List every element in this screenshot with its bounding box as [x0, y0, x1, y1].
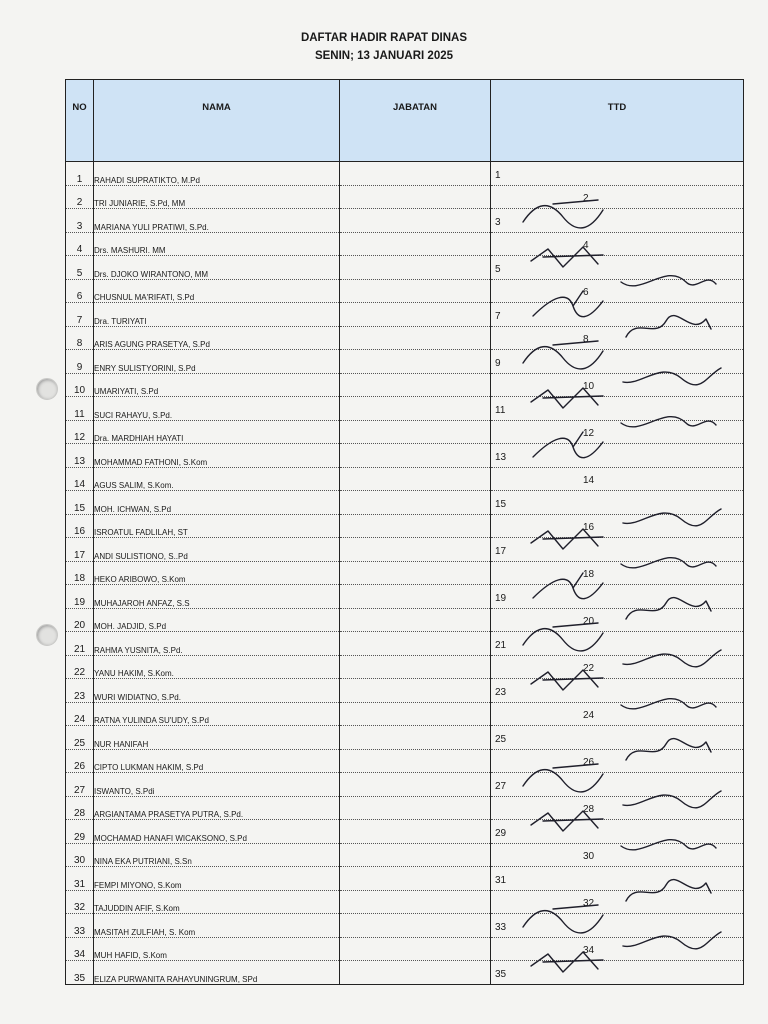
row-jabatan — [340, 726, 491, 750]
row-jabatan — [340, 209, 491, 233]
row-jabatan — [340, 773, 491, 797]
row-signature-cell — [491, 773, 744, 797]
row-signature-cell — [491, 867, 744, 891]
row-number: 24 — [66, 702, 94, 726]
signature-number: 34 — [583, 945, 595, 956]
row-jabatan — [340, 232, 491, 256]
row-name: FEMPI MIYONO, S.Kom — [94, 867, 340, 891]
row-jabatan — [340, 491, 491, 515]
table-row — [66, 303, 744, 327]
signature-number: 30 — [583, 851, 595, 862]
signature-number: 9 — [495, 357, 501, 369]
row-name: TAJUDDIN AFIF, S.Kom — [94, 890, 340, 914]
signature-number: 5 — [495, 263, 501, 275]
row-jabatan — [340, 867, 491, 891]
row-jabatan — [340, 185, 491, 209]
row-jabatan — [340, 561, 491, 585]
row-signature-cell — [491, 444, 744, 468]
row-name: RAHMA YUSNITA, S.Pd. — [94, 632, 340, 656]
signature-number: 31 — [495, 874, 507, 886]
row-jabatan — [340, 796, 491, 820]
signature-number: 1 — [495, 169, 501, 181]
table-row — [66, 843, 744, 867]
table-row — [66, 350, 744, 374]
row-name: ELIZA PURWANITA RAHAYUNINGRUM, SPd — [94, 961, 340, 985]
row-signature-cell — [491, 937, 744, 961]
document-date: SENIN; 13 JANUARI 2025 — [314, 50, 454, 62]
row-name: MASITAH ZULFIAH, S. Kom — [94, 914, 340, 938]
row-signature-cell — [491, 843, 744, 867]
row-number: 7 — [66, 303, 94, 327]
table-row — [66, 279, 744, 303]
row-signature-cell — [491, 820, 744, 844]
table-row — [66, 444, 744, 468]
row-signature-cell — [491, 561, 744, 585]
row-signature-cell — [491, 726, 744, 750]
table-row — [66, 961, 744, 985]
row-number: 31 — [66, 867, 94, 891]
row-number: 11 — [66, 397, 94, 421]
signature-number: 27 — [495, 780, 507, 792]
signature-number: 21 — [495, 639, 507, 651]
row-name: MOCHAMAD HANAFI WICAKSONO, S.Pd — [94, 820, 340, 844]
row-number: 5 — [66, 256, 94, 280]
row-name: CIPTO LUKMAN HAKIM, S.Pd — [94, 749, 340, 773]
table-row — [66, 420, 744, 444]
row-signature-cell — [491, 209, 744, 233]
row-jabatan — [340, 279, 491, 303]
row-number: 21 — [66, 632, 94, 656]
row-number: 4 — [66, 232, 94, 256]
row-signature-cell — [491, 256, 744, 280]
row-signature-cell — [491, 796, 744, 820]
signature-number: 33 — [495, 921, 507, 933]
row-name: MOH. ICHWAN, S.Pd — [94, 491, 340, 515]
row-signature-cell — [491, 467, 744, 491]
signature-number: 11 — [495, 404, 506, 416]
row-jabatan — [340, 256, 491, 280]
row-jabatan — [340, 326, 491, 350]
row-number: 13 — [66, 444, 94, 468]
signature-number: 4 — [583, 240, 589, 251]
row-signature-cell — [491, 961, 744, 985]
table-row — [66, 467, 744, 491]
row-number: 2 — [66, 185, 94, 209]
signature-number: 32 — [583, 898, 595, 909]
signature-number: 16 — [583, 522, 595, 533]
row-signature-cell — [491, 232, 744, 256]
row-name: UMARIYATI, S.Pd — [94, 373, 340, 397]
row-name: MOHAMMAD FATHONI, S.Kom — [94, 444, 340, 468]
table-row — [66, 937, 744, 961]
row-name: NUR HANIFAH — [94, 726, 340, 750]
table-row — [66, 538, 744, 562]
row-jabatan — [340, 420, 491, 444]
row-name: YANU HAKIM, S.Kom. — [94, 655, 340, 679]
row-jabatan — [340, 937, 491, 961]
row-number: 10 — [66, 373, 94, 397]
signature-number: 23 — [495, 686, 507, 698]
row-jabatan — [340, 843, 491, 867]
table-row — [66, 820, 744, 844]
row-number: 17 — [66, 538, 94, 562]
signature-number: 18 — [583, 569, 595, 580]
signature-number: 10 — [583, 381, 595, 392]
row-number: 28 — [66, 796, 94, 820]
header-nama: NAMA — [94, 80, 340, 162]
row-jabatan — [340, 914, 491, 938]
signature-number: 13 — [495, 451, 507, 463]
row-signature-cell — [491, 702, 744, 726]
row-number: 9 — [66, 350, 94, 374]
row-name: CHUSNUL MA'RIFATI, S.Pd — [94, 279, 340, 303]
row-name: Drs. DJOKO WIRANTONO, MM — [94, 256, 340, 280]
table-row — [66, 256, 744, 280]
table-row — [66, 561, 744, 585]
row-jabatan — [340, 303, 491, 327]
row-jabatan — [340, 890, 491, 914]
signature-number: 22 — [583, 663, 595, 674]
row-signature-cell — [491, 162, 744, 186]
signature-number: 17 — [495, 545, 507, 557]
signature-number: 3 — [495, 216, 501, 228]
row-number: 34 — [66, 937, 94, 961]
row-name: MUH HAFID, S.Kom — [94, 937, 340, 961]
row-name: Drs. MASHURI. MM — [94, 232, 340, 256]
row-signature-cell — [491, 185, 744, 209]
punch-hole-bottom — [36, 624, 58, 646]
row-number: 19 — [66, 585, 94, 609]
row-jabatan — [340, 397, 491, 421]
row-name: ISROATUL FADLILAH, ST — [94, 514, 340, 538]
row-number: 14 — [66, 467, 94, 491]
row-jabatan — [340, 702, 491, 726]
row-number: 8 — [66, 326, 94, 350]
row-number: 18 — [66, 561, 94, 585]
table-row — [66, 890, 744, 914]
row-name: MOH. JADJID, S.Pd — [94, 608, 340, 632]
table-row — [66, 702, 744, 726]
row-jabatan — [340, 514, 491, 538]
row-signature-cell — [491, 326, 744, 350]
row-signature-cell — [491, 491, 744, 515]
row-signature-cell — [491, 514, 744, 538]
table-row — [66, 185, 744, 209]
attendance-table — [65, 79, 744, 985]
row-signature-cell — [491, 420, 744, 444]
table-row — [66, 162, 744, 186]
row-jabatan — [340, 467, 491, 491]
row-signature-cell — [491, 914, 744, 938]
signature-number: 35 — [495, 968, 507, 980]
row-signature-cell — [491, 749, 744, 773]
row-number: 16 — [66, 514, 94, 538]
signature-number: 29 — [495, 827, 507, 839]
row-jabatan — [340, 820, 491, 844]
table-row — [66, 914, 744, 938]
row-number: 27 — [66, 773, 94, 797]
row-number: 33 — [66, 914, 94, 938]
table-row — [66, 232, 744, 256]
row-name: TRI JUNIARIE, S.Pd, MM — [94, 185, 340, 209]
signature-number: 8 — [583, 334, 589, 345]
row-jabatan — [340, 585, 491, 609]
table-row — [66, 608, 744, 632]
row-name: ARIS AGUNG PRASETYA, S.Pd — [94, 326, 340, 350]
row-name: SUCI RAHAYU, S.Pd. — [94, 397, 340, 421]
row-jabatan — [340, 538, 491, 562]
signature-number: 6 — [583, 287, 589, 298]
row-number: 30 — [66, 843, 94, 867]
table-row — [66, 749, 744, 773]
table-row — [66, 585, 744, 609]
signature-number: 19 — [495, 592, 507, 604]
row-name: MUHAJAROH ANFAZ, S.S — [94, 585, 340, 609]
header-no: NO — [66, 80, 94, 162]
row-number: 3 — [66, 209, 94, 233]
row-jabatan — [340, 749, 491, 773]
row-number: 20 — [66, 608, 94, 632]
row-signature-cell — [491, 303, 744, 327]
row-number: 25 — [66, 726, 94, 750]
row-name: RATNA YULINDA SU'UDY, S.Pd — [94, 702, 340, 726]
row-signature-cell — [491, 679, 744, 703]
document-title: DAFTAR HADIR RAPAT DINAS — [300, 32, 468, 44]
signature-number: 12 — [583, 428, 595, 439]
row-name: Dra. TURIYATI — [94, 303, 340, 327]
row-signature-cell — [491, 585, 744, 609]
row-signature-cell — [491, 279, 744, 303]
row-jabatan — [340, 608, 491, 632]
row-name: RAHADI SUPRATIKTO, M.Pd — [94, 162, 340, 186]
table-row — [66, 726, 744, 750]
row-signature-cell — [491, 632, 744, 656]
row-signature-cell — [491, 890, 744, 914]
row-jabatan — [340, 679, 491, 703]
punch-hole-top — [36, 378, 58, 400]
row-number: 22 — [66, 655, 94, 679]
signature-number: 25 — [495, 733, 507, 745]
header-jabatan: JABATAN — [340, 80, 491, 162]
table-row — [66, 867, 744, 891]
table-row — [66, 773, 744, 797]
row-number: 12 — [66, 420, 94, 444]
table-header-row — [66, 80, 744, 162]
signature-number: 7 — [495, 310, 501, 322]
table-row — [66, 679, 744, 703]
row-name: WURI WIDIATNO, S.Pd. — [94, 679, 340, 703]
row-signature-cell — [491, 655, 744, 679]
table-row — [66, 209, 744, 233]
row-signature-cell — [491, 373, 744, 397]
signature-number: 20 — [583, 616, 595, 627]
signature-number: 14 — [583, 475, 595, 486]
row-jabatan — [340, 444, 491, 468]
row-number: 23 — [66, 679, 94, 703]
signature-number: 26 — [583, 757, 595, 768]
row-number: 29 — [66, 820, 94, 844]
row-name: AGUS SALIM, S.Kom. — [94, 467, 340, 491]
table-row — [66, 326, 744, 350]
row-name: ANDI SULISTIONO, S..Pd — [94, 538, 340, 562]
row-number: 35 — [66, 961, 94, 985]
row-name: ENRY SULISTYORINI, S.Pd — [94, 350, 340, 374]
row-jabatan — [340, 632, 491, 656]
row-signature-cell — [491, 608, 744, 632]
row-jabatan — [340, 373, 491, 397]
table-row — [66, 796, 744, 820]
row-name: MARIANA YULI PRATIWI, S.Pd. — [94, 209, 340, 233]
row-jabatan — [340, 162, 491, 186]
signature-number: 24 — [583, 710, 595, 721]
row-jabatan — [340, 350, 491, 374]
row-number: 1 — [66, 162, 94, 186]
row-signature-cell — [491, 397, 744, 421]
table-row — [66, 655, 744, 679]
attendance-rows — [66, 162, 744, 985]
row-number: 15 — [66, 491, 94, 515]
row-number: 6 — [66, 279, 94, 303]
signature-number: 2 — [583, 193, 589, 204]
table-row — [66, 514, 744, 538]
row-name: NINA EKA PUTRIANI, S.Sn — [94, 843, 340, 867]
row-name: ARGIANTAMA PRASETYA PUTRA, S.Pd. — [94, 796, 340, 820]
signature-number: 15 — [495, 498, 507, 510]
row-name: ISWANTO, S.Pdi — [94, 773, 340, 797]
row-number: 26 — [66, 749, 94, 773]
signature-number: 28 — [583, 804, 595, 815]
row-name: Dra. MARDHIAH HAYATI — [94, 420, 340, 444]
table-row — [66, 397, 744, 421]
table-row — [66, 491, 744, 515]
row-name: HEKO ARIBOWO, S.Kom — [94, 561, 340, 585]
row-number: 32 — [66, 890, 94, 914]
table-row — [66, 373, 744, 397]
row-signature-cell — [491, 350, 744, 374]
header-ttd: TTD — [491, 80, 744, 162]
row-signature-cell — [491, 538, 744, 562]
table-row — [66, 632, 744, 656]
row-jabatan — [340, 961, 491, 985]
row-jabatan — [340, 655, 491, 679]
